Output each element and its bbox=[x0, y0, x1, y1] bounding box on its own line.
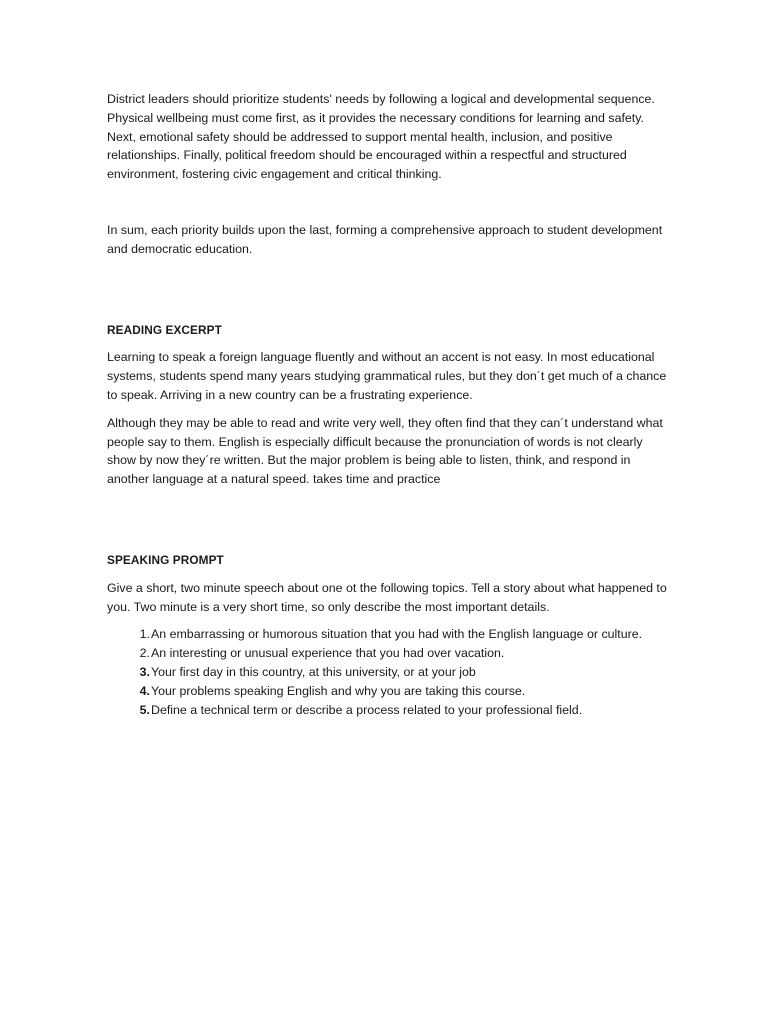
list-item bbox=[107, 682, 667, 701]
list-item-number: 2. bbox=[139, 646, 150, 661]
list-item-number: 3. bbox=[139, 664, 150, 679]
list-item-number: 5. bbox=[139, 702, 150, 717]
intro-paragraph: District leaders should prioritize students' needs by following a logical and developmental sequence. Physical wellbeing must come first, as it provides the necessary conditions for learning and safety. Next, emotional safety should be addressed to support mental health, inclusion, and positive relationships. Finally, political freedom should be encouraged within a respectful and structured environment, fostering civic engagement and critical thinking. bbox=[107, 92, 655, 182]
speaking-prompt-instructions: Give a short, two minute speech about one ot the following topics. Tell a story about what happened to you. Two minute is a very short time, so only describe the most important details. bbox=[107, 580, 667, 614]
list-item bbox=[107, 625, 667, 644]
list-item bbox=[107, 663, 667, 682]
reading-excerpt-paragraph-1: Learning to speak a foreign language fluently and without an accent is not easy. In most educational systems, students spend many years studying grammatical rules, but they don´t get much of a chance to speak. Arriving in a new country can be a frustrating experience. bbox=[107, 350, 667, 402]
summary-paragraph: In sum, each priority builds upon the last, forming a comprehensive approach to student development and democratic education. bbox=[107, 222, 663, 256]
list-item-number: 1. bbox=[139, 627, 150, 642]
reading-excerpt-heading: READING EXCERPT bbox=[107, 322, 222, 337]
topic-list bbox=[107, 625, 667, 719]
speaking-prompt-heading: SPEAKING PROMPT bbox=[107, 552, 224, 567]
list-item bbox=[107, 701, 667, 720]
reading-excerpt-paragraph-2: Although they may be able to read and write very well, they often find that they can´t understand what people say to them. English is especially difficult because the pronunciation of words is not clearly show by now they´re written. But the major problem is being able to listen, think, and respond in another language at a natural speed. takes time and practice bbox=[107, 415, 663, 487]
document-page bbox=[107, 90, 667, 719]
list-item-text: Define a technical term or describe a process related to your professional field. bbox=[151, 702, 583, 717]
list-item-text: An interesting or unusual experience that you had over vacation. bbox=[151, 646, 505, 661]
list-item-number: 4. bbox=[139, 683, 150, 698]
list-item-text: Your problems speaking English and why you are taking this course. bbox=[151, 683, 526, 698]
list-item bbox=[107, 644, 667, 663]
list-item-text: Your first day in this country, at this university, or at your job bbox=[151, 664, 476, 679]
list-item-text: An embarrassing or humorous situation that you had with the English language or culture. bbox=[151, 627, 643, 642]
